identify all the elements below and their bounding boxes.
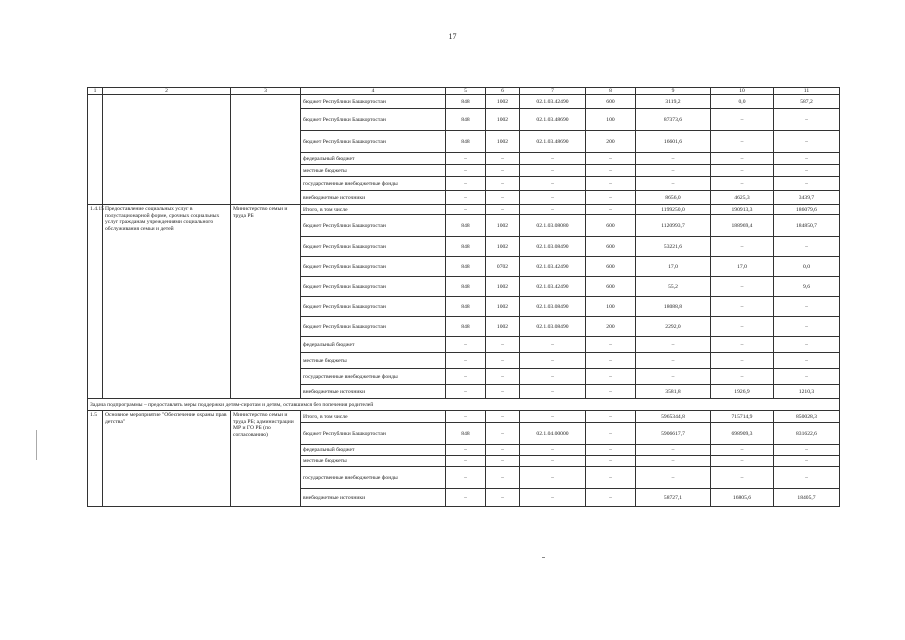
column-number: 9: [636, 88, 711, 95]
value-vr: –: [586, 423, 636, 445]
value-v11: –: [774, 337, 840, 353]
value-csr: 02.1.03.48690: [520, 131, 586, 153]
value-grbs: 848: [446, 297, 486, 317]
value-grbs: –: [446, 456, 486, 467]
value-rzpr: 0702: [486, 257, 520, 277]
value-csr: 02.1.04.00000: [520, 423, 586, 445]
row-number: 1.4.15: [88, 205, 103, 399]
value-csr: 02.1.03.42490: [520, 95, 586, 109]
value-grbs: –: [446, 165, 486, 177]
value-v11: –: [774, 317, 840, 337]
value-vr: –: [586, 177, 636, 191]
value-rzpr: –: [486, 489, 520, 507]
value-v9: –: [636, 456, 711, 467]
value-v10: 190913,3: [711, 205, 774, 215]
measure-title: [103, 95, 231, 205]
value-rzpr: –: [486, 369, 520, 385]
value-grbs: –: [446, 489, 486, 507]
value-v11: –: [774, 237, 840, 257]
value-v11: 3439,7: [774, 191, 840, 205]
value-rzpr: –: [486, 205, 520, 215]
value-v11: –: [774, 297, 840, 317]
value-csr: –: [520, 445, 586, 456]
value-vr: –: [586, 445, 636, 456]
value-v11: –: [774, 109, 840, 131]
value-v11: –: [774, 153, 840, 165]
value-grbs: –: [446, 467, 486, 489]
value-rzpr: –: [486, 165, 520, 177]
value-vr: –: [586, 489, 636, 507]
value-v10: 698909,3: [711, 423, 774, 445]
value-v11: 186079,6: [774, 205, 840, 215]
value-vr: –: [586, 205, 636, 215]
value-rzpr: –: [486, 411, 520, 423]
value-v11: –: [774, 369, 840, 385]
funding-source: местные бюджеты: [301, 165, 446, 177]
funding-source: бюджет Республики Башкортостан: [301, 277, 446, 297]
value-v10: –: [711, 317, 774, 337]
executor-name: Министерство семьи и труда РБ; администрации МР и ГО РБ (по согласованию): [231, 411, 301, 507]
value-grbs: –: [446, 385, 486, 399]
value-csr: –: [520, 165, 586, 177]
column-number: 6: [486, 88, 520, 95]
value-grbs: 848: [446, 317, 486, 337]
value-v10: –: [711, 131, 774, 153]
value-csr: 02.1.03.08490: [520, 237, 586, 257]
value-v11: 1210,3: [774, 385, 840, 399]
value-vr: –: [586, 165, 636, 177]
value-grbs: 848: [446, 215, 486, 237]
value-v10: –: [711, 369, 774, 385]
value-vr: 200: [586, 131, 636, 153]
value-v10: –: [711, 467, 774, 489]
value-csr: 02.1.03.42490: [520, 257, 586, 277]
value-csr: –: [520, 153, 586, 165]
value-v10: –: [711, 337, 774, 353]
funding-source: местные бюджеты: [301, 456, 446, 467]
value-v11: –: [774, 353, 840, 369]
funding-source: государственные внебюджетные фонды: [301, 369, 446, 385]
value-grbs: –: [446, 337, 486, 353]
value-rzpr: –: [486, 385, 520, 399]
funding-source: внебюджетные источники: [301, 489, 446, 507]
value-vr: 600: [586, 257, 636, 277]
table-row: [88, 95, 840, 109]
value-v11: 184850,7: [774, 215, 840, 237]
table-row: [88, 411, 840, 423]
value-v9: 1199250,0: [636, 205, 711, 215]
value-vr: 100: [586, 297, 636, 317]
value-csr: –: [520, 489, 586, 507]
value-v9: 87373,6: [636, 109, 711, 131]
funding-source: Итого, в том числе: [301, 411, 446, 423]
value-v10: 1926,9: [711, 385, 774, 399]
value-v9: 18088,8: [636, 297, 711, 317]
value-csr: –: [520, 411, 586, 423]
value-v10: –: [711, 456, 774, 467]
value-rzpr: 1002: [486, 95, 520, 109]
value-csr: –: [520, 177, 586, 191]
value-csr: –: [520, 369, 586, 385]
funding-source: бюджет Республики Башкортостан: [301, 257, 446, 277]
value-rzpr: –: [486, 191, 520, 205]
value-vr: –: [586, 153, 636, 165]
value-v11: 831622,6: [774, 423, 840, 445]
value-v9: 5906617,7: [636, 423, 711, 445]
value-vr: –: [586, 369, 636, 385]
value-v9: –: [636, 337, 711, 353]
value-grbs: –: [446, 411, 486, 423]
funding-source: бюджет Республики Башкортостан: [301, 109, 446, 131]
value-grbs: 848: [446, 95, 486, 109]
funding-source: федеральный бюджет: [301, 153, 446, 165]
value-v9: 53221,6: [636, 237, 711, 257]
column-number: 3: [231, 88, 301, 95]
measure-title: Предоставление социальных услуг в полустационарной форме, срочных социальных услуг гражданам учреждениями социального обслуживания семьи и детей: [103, 205, 231, 399]
value-v11: 0,0: [774, 257, 840, 277]
funding-source: Итого, в том числе: [301, 205, 446, 215]
value-v9: –: [636, 467, 711, 489]
value-v9: 16601,6: [636, 131, 711, 153]
value-rzpr: –: [486, 456, 520, 467]
value-vr: –: [586, 385, 636, 399]
value-v9: 3119,2: [636, 95, 711, 109]
measure-title: Основное мероприятие "Обеспечение охраны прав детства": [103, 411, 231, 507]
value-v10: –: [711, 109, 774, 131]
value-v9: 17,0: [636, 257, 711, 277]
value-rzpr: –: [486, 445, 520, 456]
left-margin-mark: [36, 430, 37, 460]
dash-mark: [542, 557, 545, 558]
value-vr: 100: [586, 109, 636, 131]
value-rzpr: 1002: [486, 317, 520, 337]
value-vr: –: [586, 456, 636, 467]
funding-source: местные бюджеты: [301, 353, 446, 369]
funding-source: бюджет Республики Башкортостан: [301, 237, 446, 257]
value-v10: –: [711, 177, 774, 191]
value-rzpr: –: [486, 337, 520, 353]
value-vr: 600: [586, 95, 636, 109]
value-v10: –: [711, 237, 774, 257]
value-v9: 2292,0: [636, 317, 711, 337]
value-v10: 4625,3: [711, 191, 774, 205]
column-number: 1: [88, 88, 103, 95]
value-grbs: 848: [446, 277, 486, 297]
value-vr: 600: [586, 277, 636, 297]
value-v9: –: [636, 153, 711, 165]
value-vr: –: [586, 337, 636, 353]
value-rzpr: –: [486, 423, 520, 445]
value-rzpr: 1002: [486, 277, 520, 297]
value-v10: –: [711, 165, 774, 177]
column-number: 8: [586, 88, 636, 95]
executor-name: Министерство семьи и труда РБ: [231, 205, 301, 399]
funding-source: федеральный бюджет: [301, 445, 446, 456]
row-number: [88, 95, 103, 205]
value-grbs: 848: [446, 423, 486, 445]
value-vr: 200: [586, 317, 636, 337]
value-vr: –: [586, 467, 636, 489]
value-rzpr: 1002: [486, 131, 520, 153]
funding-source: бюджет Республики Башкортостан: [301, 317, 446, 337]
value-v10: 0,0: [711, 95, 774, 109]
executor-name: [231, 95, 301, 205]
value-rzpr: –: [486, 177, 520, 191]
value-v9: –: [636, 445, 711, 456]
value-v9: 1120993,7: [636, 215, 711, 237]
task-row: [88, 399, 840, 411]
value-v9: –: [636, 165, 711, 177]
value-grbs: –: [446, 445, 486, 456]
value-grbs: 848: [446, 109, 486, 131]
funding-source: бюджет Республики Башкортостан: [301, 423, 446, 445]
value-rzpr: –: [486, 153, 520, 165]
value-rzpr: 1002: [486, 109, 520, 131]
value-csr: 02.1.03.48690: [520, 109, 586, 131]
value-v9: 5965344,8: [636, 411, 711, 423]
funding-source: бюджет Республики Башкортостан: [301, 95, 446, 109]
funding-source: бюджет Республики Башкортостан: [301, 215, 446, 237]
row-number: 1.5: [88, 411, 103, 507]
value-v11: 587,2: [774, 95, 840, 109]
value-v9: 8656,0: [636, 191, 711, 205]
value-v11: –: [774, 467, 840, 489]
funding-source: внебюджетные источники: [301, 191, 446, 205]
value-v11: –: [774, 445, 840, 456]
funding-source: государственные внебюджетные фонды: [301, 467, 446, 489]
value-grbs: 848: [446, 131, 486, 153]
column-number: 2: [103, 88, 231, 95]
budget-table: [87, 87, 840, 507]
value-v10: –: [711, 277, 774, 297]
value-v10: –: [711, 297, 774, 317]
value-csr: 02.1.03.08080: [520, 215, 586, 237]
column-number: 5: [446, 88, 486, 95]
value-v9: –: [636, 177, 711, 191]
column-number: 4: [301, 88, 446, 95]
value-grbs: 848: [446, 237, 486, 257]
value-v11: 18405,7: [774, 489, 840, 507]
value-v10: 188969,4: [711, 215, 774, 237]
value-v11: –: [774, 456, 840, 467]
value-csr: 02.1.03.42490: [520, 277, 586, 297]
column-number-row: [88, 88, 840, 95]
value-grbs: –: [446, 177, 486, 191]
value-v9: 3581,8: [636, 385, 711, 399]
value-rzpr: –: [486, 467, 520, 489]
value-v10: –: [711, 153, 774, 165]
value-csr: –: [520, 385, 586, 399]
value-vr: –: [586, 353, 636, 369]
value-grbs: –: [446, 153, 486, 165]
column-number: 7: [520, 88, 586, 95]
value-v11: –: [774, 177, 840, 191]
funding-source: внебюджетные источники: [301, 385, 446, 399]
value-v9: –: [636, 353, 711, 369]
value-rzpr: –: [486, 353, 520, 369]
funding-source: бюджет Республики Башкортостан: [301, 131, 446, 153]
value-grbs: –: [446, 369, 486, 385]
funding-source: государственные внебюджетные фонды: [301, 177, 446, 191]
value-grbs: –: [446, 353, 486, 369]
table-row: [88, 205, 840, 215]
value-csr: 02.1.03.08490: [520, 297, 586, 317]
value-vr: –: [586, 191, 636, 205]
value-csr: –: [520, 353, 586, 369]
funding-source: бюджет Республики Башкортостан: [301, 297, 446, 317]
value-v11: –: [774, 165, 840, 177]
value-v11: 9,6: [774, 277, 840, 297]
value-csr: –: [520, 191, 586, 205]
task-text: Задача подпрограммы – предоставлять меры поддержки детям-сиротам и детям, оставшимся без попечения родителей: [88, 399, 840, 411]
value-v9: 58727,1: [636, 489, 711, 507]
value-vr: –: [586, 411, 636, 423]
value-grbs: –: [446, 191, 486, 205]
value-csr: –: [520, 205, 586, 215]
value-vr: 600: [586, 215, 636, 237]
value-rzpr: 1002: [486, 215, 520, 237]
value-rzpr: 1002: [486, 237, 520, 257]
value-rzpr: 1002: [486, 297, 520, 317]
value-csr: –: [520, 337, 586, 353]
value-csr: 02.1.03.08490: [520, 317, 586, 337]
value-v11: –: [774, 131, 840, 153]
value-csr: –: [520, 456, 586, 467]
funding-source: федеральный бюджет: [301, 337, 446, 353]
column-number: 10: [711, 88, 774, 95]
value-v10: 16805,6: [711, 489, 774, 507]
value-v10: 715714,9: [711, 411, 774, 423]
value-grbs: –: [446, 205, 486, 215]
value-v10: 17,0: [711, 257, 774, 277]
value-csr: –: [520, 467, 586, 489]
value-v10: –: [711, 353, 774, 369]
value-v10: –: [711, 445, 774, 456]
page-number: 17: [448, 32, 457, 41]
value-v9: –: [636, 369, 711, 385]
column-number: 11: [774, 88, 840, 95]
value-v9: 55,2: [636, 277, 711, 297]
value-v11: 850028,3: [774, 411, 840, 423]
value-grbs: 848: [446, 257, 486, 277]
value-vr: 600: [586, 237, 636, 257]
